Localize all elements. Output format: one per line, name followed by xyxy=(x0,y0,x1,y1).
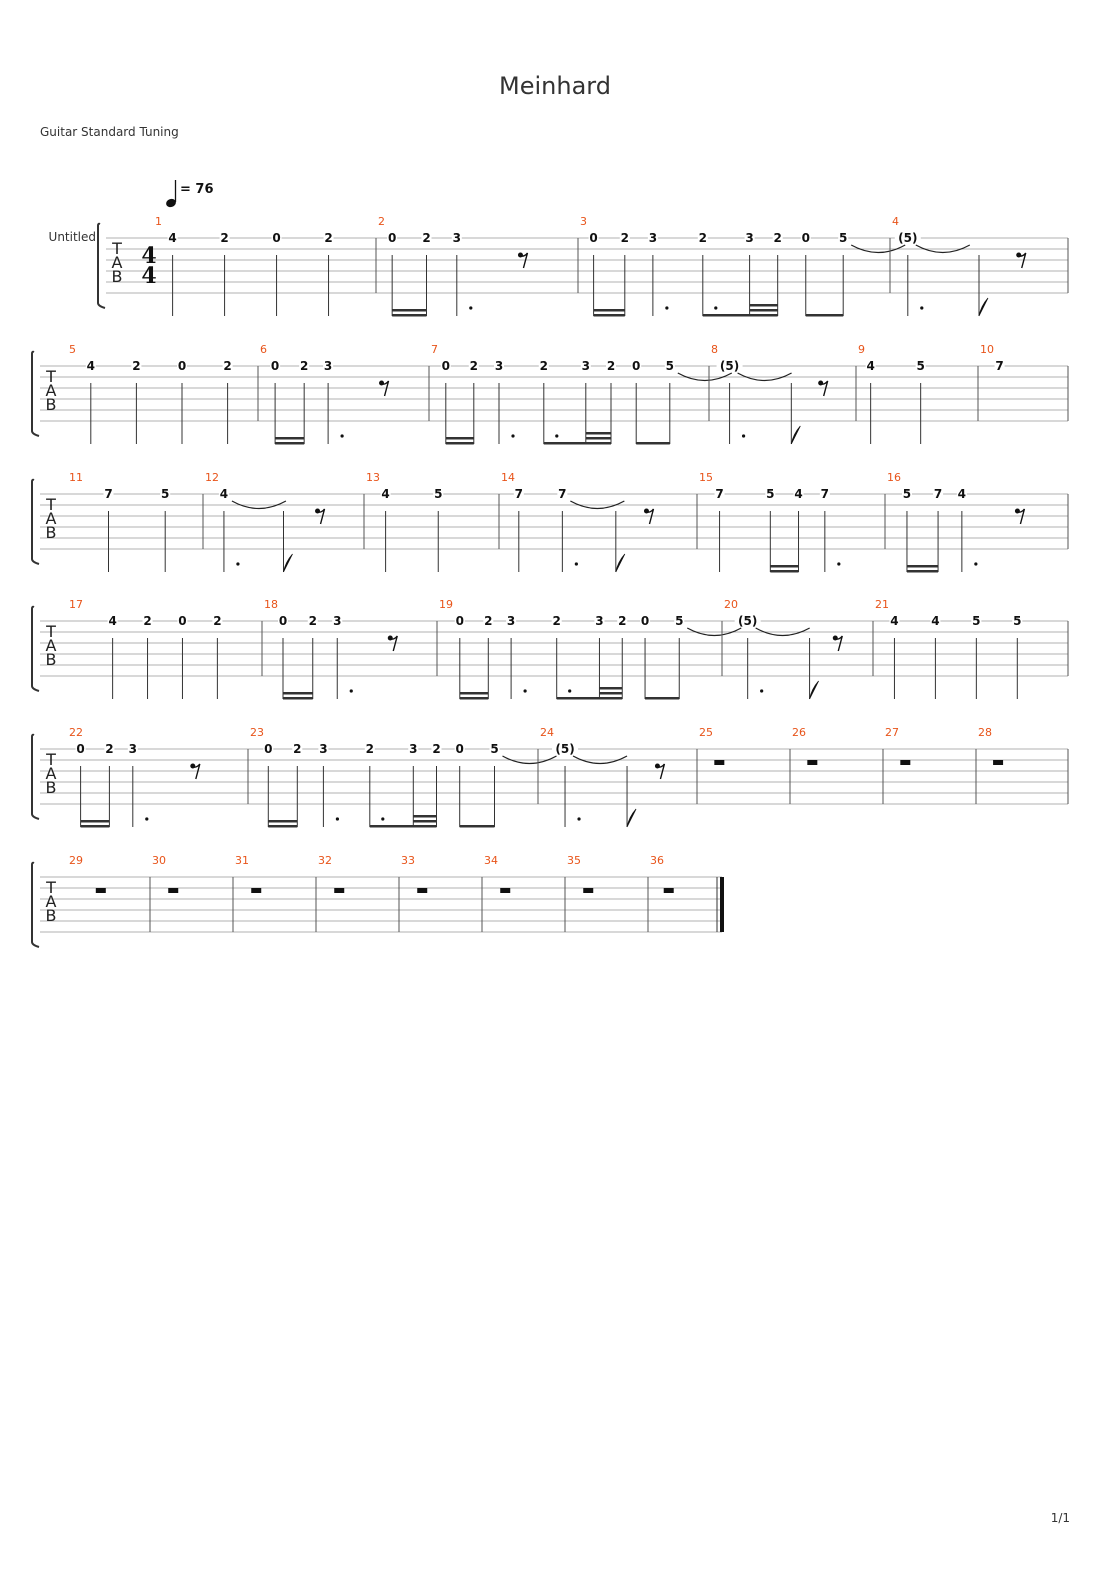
measure xyxy=(69,471,170,572)
beam xyxy=(283,697,313,700)
beam xyxy=(557,697,623,700)
measure-number: 6 xyxy=(260,343,267,356)
beam xyxy=(907,570,938,573)
fret-number: 3 xyxy=(648,231,658,245)
measure xyxy=(69,343,233,444)
fret-number: 0 xyxy=(455,742,464,756)
measure xyxy=(697,471,840,573)
measure xyxy=(364,471,443,572)
tab-clef-letter: B xyxy=(45,906,57,925)
fret-number: 2 xyxy=(620,231,629,245)
final-barline-thick xyxy=(720,877,724,932)
measure-number: 33 xyxy=(401,854,415,867)
fret-number: 2 xyxy=(618,614,627,628)
fret-number: 0 xyxy=(76,742,85,756)
measure-number: 17 xyxy=(69,598,83,611)
measure-number: 22 xyxy=(69,726,83,739)
whole-rest xyxy=(583,888,593,893)
fret-number: 4 xyxy=(86,359,95,373)
tab-system xyxy=(32,598,1068,700)
tab-clef-letter: T xyxy=(46,622,56,641)
measure-number: 26 xyxy=(792,726,806,739)
track-name: Untitled xyxy=(48,230,96,244)
tab-clef-letter: A xyxy=(45,381,57,400)
fret-number: 5 xyxy=(916,359,925,373)
measure-number: 16 xyxy=(887,471,901,484)
fret-number: 4 xyxy=(108,614,117,628)
beam xyxy=(392,309,426,312)
measure-number: 24 xyxy=(540,726,554,739)
measure-number: 12 xyxy=(205,471,219,484)
measure xyxy=(538,726,664,827)
fret-number: 2 xyxy=(773,231,782,245)
fret-number: (5) xyxy=(555,742,575,756)
measure-number: 2 xyxy=(378,215,385,228)
beam xyxy=(750,304,778,307)
measure xyxy=(648,854,674,932)
whole-rest xyxy=(807,760,817,765)
fret-number: 4 xyxy=(381,487,390,501)
measure xyxy=(437,598,741,700)
fret-number: 7 xyxy=(104,487,113,501)
beam xyxy=(645,697,679,700)
dot xyxy=(145,817,148,820)
fret-number: 7 xyxy=(514,487,523,501)
fret-number: 0 xyxy=(801,231,810,245)
measure xyxy=(890,215,1026,316)
system-bracket xyxy=(32,735,39,819)
fret-number: 4 xyxy=(219,487,229,501)
fret-number: 0 xyxy=(640,614,650,628)
measure xyxy=(376,215,527,317)
system-bracket xyxy=(98,224,105,308)
system-bracket xyxy=(32,863,39,947)
fret-number: 2 xyxy=(223,359,232,373)
tab-system xyxy=(49,215,1068,317)
fret-number: 3 xyxy=(494,359,504,373)
fret-number: 3 xyxy=(581,359,590,373)
fret-number: 5 xyxy=(766,487,775,501)
tab-clef-letter: A xyxy=(111,253,123,272)
measure xyxy=(856,343,926,444)
whole-rest xyxy=(664,888,674,893)
measure xyxy=(399,854,427,932)
measure xyxy=(69,598,222,699)
fret-number: 2 xyxy=(469,359,478,373)
fret-number: 7 xyxy=(820,487,830,501)
beam xyxy=(586,437,611,440)
beam xyxy=(770,570,798,573)
measure xyxy=(722,598,842,699)
fret-number: 2 xyxy=(324,231,333,245)
dot xyxy=(920,306,923,309)
whole-rest xyxy=(96,888,106,893)
beam xyxy=(594,309,625,312)
tuning-label: Guitar Standard Tuning xyxy=(40,125,179,139)
whole-rest xyxy=(417,888,427,893)
fret-number: 2 xyxy=(143,614,152,628)
beam xyxy=(907,565,938,568)
beam xyxy=(460,692,489,695)
measure xyxy=(262,598,397,700)
measure-number: 19 xyxy=(439,598,453,611)
fret-number: 2 xyxy=(422,231,431,245)
measure-number: 3 xyxy=(580,215,587,228)
fret-number: 0 xyxy=(278,614,288,628)
beam xyxy=(750,309,778,312)
beam xyxy=(81,825,110,828)
fret-number: 0 xyxy=(178,614,187,628)
whole-rest xyxy=(251,888,261,893)
fret-number: 3 xyxy=(333,614,342,628)
fret-number: 4 xyxy=(957,487,967,501)
eighth-flag xyxy=(810,681,819,699)
tab-clef-letter: T xyxy=(46,367,56,386)
measure-number: 15 xyxy=(699,471,713,484)
beam xyxy=(446,442,474,445)
tab-clef-letter: T xyxy=(46,750,56,769)
fret-number: (5) xyxy=(719,359,740,373)
fret-number: 5 xyxy=(665,359,674,373)
fret-number: 0 xyxy=(264,742,273,756)
measure-number: 25 xyxy=(699,726,713,739)
whole-rest xyxy=(500,888,510,893)
fret-number: 2 xyxy=(213,614,222,628)
tab-system xyxy=(32,343,1068,445)
song-title: Meinhard xyxy=(499,72,611,100)
measure xyxy=(883,726,910,804)
fret-number: (5) xyxy=(738,614,758,628)
fret-number: 0 xyxy=(455,614,464,628)
dot xyxy=(760,689,763,692)
fret-number: 4 xyxy=(931,614,940,628)
beam xyxy=(636,442,670,445)
fret-number: 3 xyxy=(319,742,328,756)
tab-clef-letter: T xyxy=(46,495,56,514)
tab-system xyxy=(32,471,1068,573)
fret-number: 5 xyxy=(675,614,684,628)
beam xyxy=(599,692,622,695)
measure xyxy=(429,343,732,445)
whole-rest xyxy=(993,760,1003,765)
tab-clef-letter: A xyxy=(45,892,57,911)
dot xyxy=(381,817,384,820)
measure xyxy=(885,471,1024,573)
measure-number: 34 xyxy=(484,854,498,867)
fret-number: 0 xyxy=(632,359,641,373)
system-bracket xyxy=(32,352,39,436)
measure xyxy=(697,726,724,804)
beam xyxy=(392,314,426,317)
measure xyxy=(69,854,106,893)
fret-number: 5 xyxy=(972,614,981,628)
tab-system xyxy=(32,854,724,947)
beam xyxy=(586,432,611,435)
measure xyxy=(578,215,905,317)
measure-number: 27 xyxy=(885,726,899,739)
measure xyxy=(873,598,1022,699)
measure-number: 28 xyxy=(978,726,992,739)
tab-clef-letter: B xyxy=(111,267,123,286)
beam xyxy=(599,687,622,690)
measure xyxy=(565,854,593,932)
fret-number: 2 xyxy=(539,359,548,373)
fret-number: 7 xyxy=(715,487,724,501)
tab-clef-letter: A xyxy=(45,636,57,655)
measure-number: 10 xyxy=(980,343,994,356)
eighth-flag xyxy=(791,426,800,444)
tempo-marking xyxy=(165,180,214,208)
dot xyxy=(555,434,558,437)
fret-number: 0 xyxy=(272,231,281,245)
beam xyxy=(81,820,110,823)
measure-number: 4 xyxy=(892,215,899,228)
fret-number: 5 xyxy=(490,742,499,756)
whole-rest xyxy=(714,760,724,765)
fret-number: 2 xyxy=(484,614,493,628)
fret-number: 3 xyxy=(506,614,516,628)
measure xyxy=(978,343,1005,421)
beam xyxy=(268,820,297,823)
measure-number: 9 xyxy=(858,343,865,356)
tab-clef-letter: A xyxy=(45,509,57,528)
beam xyxy=(446,437,474,440)
beam xyxy=(370,825,437,828)
fret-number: 3 xyxy=(452,231,461,245)
fret-number: 0 xyxy=(441,359,450,373)
measure-number: 35 xyxy=(567,854,581,867)
fret-number: 7 xyxy=(995,359,1004,373)
measure xyxy=(69,726,200,828)
fret-number: (5) xyxy=(898,231,918,245)
whole-rest xyxy=(168,888,178,893)
eighth-flag xyxy=(979,298,988,316)
tab-clef-letter: T xyxy=(46,878,56,897)
measure xyxy=(976,726,1003,804)
fret-number: 2 xyxy=(293,742,302,756)
fret-number: 2 xyxy=(432,742,441,756)
dot xyxy=(714,306,717,309)
tab-clef-letter: B xyxy=(45,778,57,797)
dot xyxy=(665,306,668,309)
fret-number: 4 xyxy=(866,359,875,373)
fret-number: 5 xyxy=(161,487,170,501)
fret-number: 2 xyxy=(105,742,114,756)
whole-rest xyxy=(900,760,910,765)
measure xyxy=(709,343,828,444)
fret-number: 2 xyxy=(606,359,616,373)
eighth-flag xyxy=(627,809,636,827)
fret-number: 4 xyxy=(794,487,803,501)
fret-number: 2 xyxy=(308,614,317,628)
whole-rest xyxy=(334,888,344,893)
beam xyxy=(806,314,843,317)
measure-number: 31 xyxy=(235,854,249,867)
fret-number: 0 xyxy=(270,359,280,373)
dot xyxy=(350,689,353,692)
fret-number: 2 xyxy=(365,742,374,756)
fret-number: 2 xyxy=(552,614,561,628)
time-signature-top: 4 xyxy=(141,243,157,269)
dot xyxy=(469,306,472,309)
system-bracket xyxy=(32,480,39,564)
beam xyxy=(703,314,778,317)
tab-clef-letter: B xyxy=(45,395,57,414)
measure-number: 7 xyxy=(431,343,438,356)
dot xyxy=(837,562,840,565)
tab-clef-letter: T xyxy=(112,239,122,258)
fret-number: 2 xyxy=(299,359,309,373)
fret-number: 3 xyxy=(745,231,754,245)
measure-number: 13 xyxy=(366,471,380,484)
time-signature-bottom: 4 xyxy=(141,263,157,289)
fret-number: 2 xyxy=(698,231,707,245)
fret-number: 3 xyxy=(595,614,604,628)
tempo-value: = 76 xyxy=(180,182,214,197)
dot xyxy=(336,817,339,820)
fret-number: 0 xyxy=(387,231,397,245)
measure xyxy=(790,726,817,804)
dot xyxy=(575,562,578,565)
beam xyxy=(460,825,495,828)
measure-number: 18 xyxy=(264,598,278,611)
measure xyxy=(155,215,334,316)
dot xyxy=(236,562,239,565)
measure-number: 21 xyxy=(875,598,889,611)
measure-number: 32 xyxy=(318,854,332,867)
measure xyxy=(203,471,325,572)
dot xyxy=(341,434,344,437)
fret-number: 3 xyxy=(409,742,418,756)
fret-number: 3 xyxy=(128,742,137,756)
dot xyxy=(524,689,527,692)
dot xyxy=(577,817,580,820)
fret-number: 4 xyxy=(890,614,899,628)
beam xyxy=(275,437,304,440)
beam xyxy=(275,442,304,445)
dot xyxy=(568,689,571,692)
fret-number: 5 xyxy=(902,487,912,501)
measure-number: 30 xyxy=(152,854,166,867)
fret-number: 0 xyxy=(177,359,187,373)
measure-number: 8 xyxy=(711,343,718,356)
fret-number: 0 xyxy=(589,231,598,245)
measure-number: 14 xyxy=(501,471,515,484)
tab-clef-letter: B xyxy=(45,523,57,542)
beam xyxy=(413,820,436,823)
page-number: 1/1 xyxy=(1050,1511,1070,1525)
beam xyxy=(544,442,611,445)
system-bracket xyxy=(32,607,39,691)
measure xyxy=(316,854,344,932)
measure xyxy=(258,343,389,445)
measure-number: 1 xyxy=(155,215,162,228)
fret-number: 5 xyxy=(434,487,443,501)
beam xyxy=(268,825,297,828)
fret-number: 5 xyxy=(839,231,848,245)
tab-clef-letter: A xyxy=(45,764,57,783)
measure-number: 20 xyxy=(724,598,738,611)
measure xyxy=(233,854,261,932)
measure-number: 36 xyxy=(650,854,664,867)
fret-number: 4 xyxy=(168,231,177,245)
beam xyxy=(460,697,489,700)
dot xyxy=(511,434,514,437)
beam xyxy=(770,565,798,568)
measure-number: 5 xyxy=(69,343,76,356)
eighth-flag xyxy=(616,554,625,572)
measure xyxy=(248,726,557,828)
measure-number: 11 xyxy=(69,471,83,484)
tab-clef-letter: B xyxy=(45,650,57,669)
beam xyxy=(594,314,625,317)
fret-number: 2 xyxy=(132,359,141,373)
fret-number: 2 xyxy=(220,231,229,245)
fret-number: 3 xyxy=(323,359,333,373)
dot xyxy=(742,434,745,437)
fret-number: 7 xyxy=(558,487,567,501)
measure xyxy=(499,471,653,572)
measure xyxy=(150,854,178,932)
measure-number: 29 xyxy=(69,854,83,867)
beam xyxy=(283,692,313,695)
measure-number: 23 xyxy=(250,726,264,739)
tab-system xyxy=(32,726,1068,828)
fret-number: 5 xyxy=(1013,614,1022,628)
dot xyxy=(974,562,977,565)
fret-number: 7 xyxy=(933,487,943,501)
measure xyxy=(482,854,510,932)
eighth-flag xyxy=(284,554,293,572)
beam xyxy=(413,815,436,818)
